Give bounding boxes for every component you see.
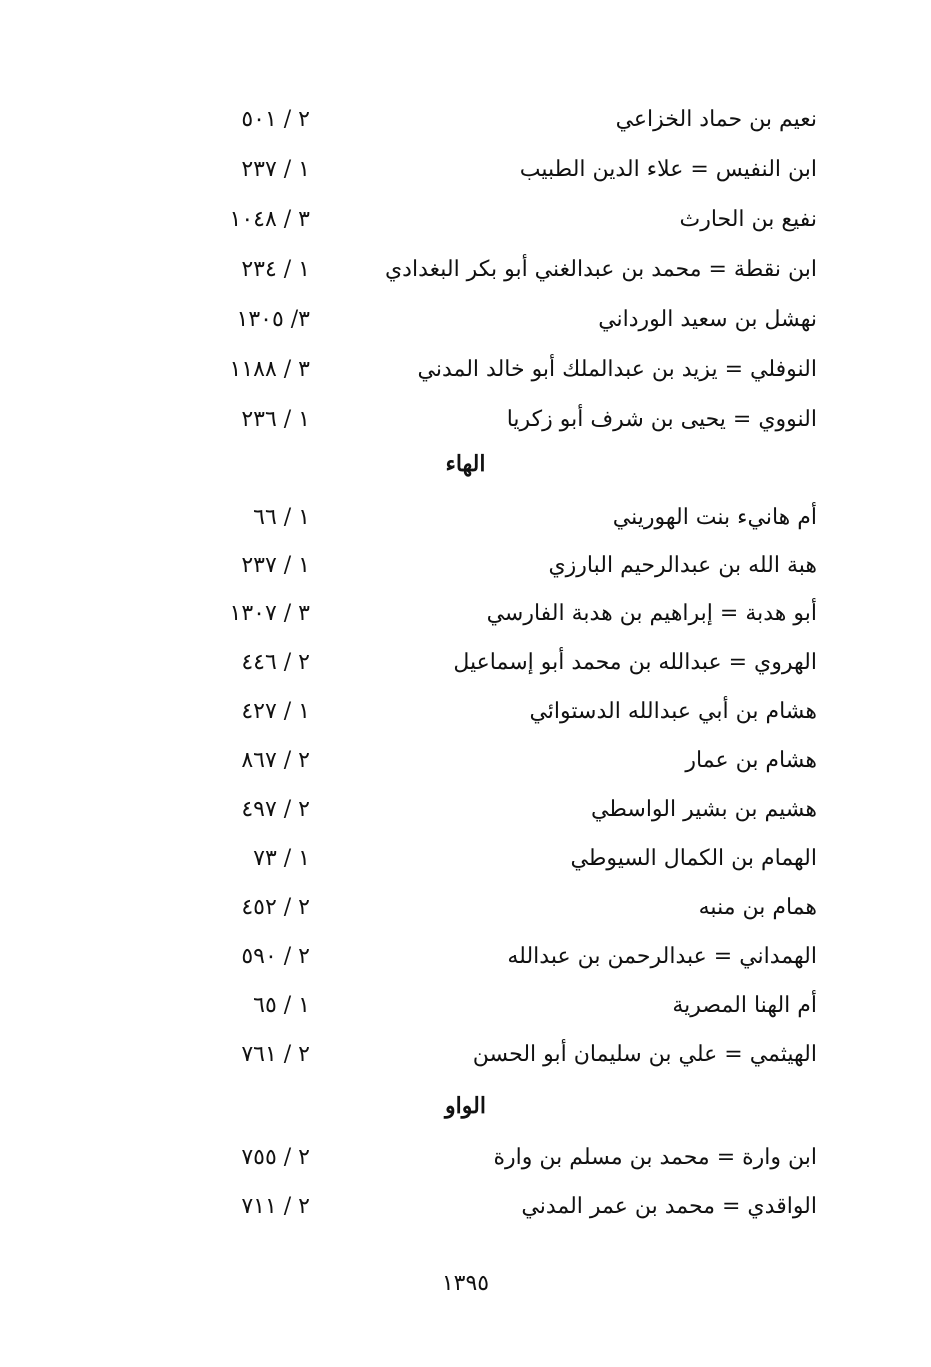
index-entry <box>0 1138 931 1178</box>
index-entry <box>0 200 931 240</box>
index-entry <box>0 300 931 340</box>
entry-reference: ١ / ٧٣ <box>253 846 310 871</box>
index-entry <box>0 643 931 683</box>
entry-name: هشام بن عمار <box>685 748 817 773</box>
entry-name: نفيع بن الحارث <box>679 207 817 232</box>
index-entry <box>0 400 931 440</box>
entry-name: نعيم بن حماد الخزاعي <box>615 107 817 132</box>
entry-name: أم الهنا المصرية <box>672 993 817 1018</box>
index-entry <box>0 546 931 586</box>
index-entry <box>0 350 931 390</box>
index-entry <box>0 741 931 781</box>
index-entry <box>0 888 931 928</box>
index-entry <box>0 1187 931 1227</box>
entry-name: ابن النفيس = علاء الدين الطبيب <box>519 157 817 182</box>
entry-name: الهيثمي = علي بن سليمان أبو الحسن <box>472 1042 817 1067</box>
entry-reference: ٢ / ٥٩٠ <box>241 944 310 969</box>
section-heading: الهاء <box>445 451 486 477</box>
index-entry <box>0 937 931 977</box>
entry-reference: ٢ / ٤٩٧ <box>241 797 310 822</box>
entry-name: أبو هدبة = إبراهيم بن هدبة الفارسي <box>486 601 817 626</box>
entry-reference: ١ / ٤٢٧ <box>241 699 310 724</box>
entry-name: النووي = يحيى بن شرف أبو زكريا <box>506 407 817 432</box>
entry-reference: ٢ / ٨٦٧ <box>241 748 310 773</box>
entry-reference: ٣ / ١١٨٨ <box>229 357 310 382</box>
entry-name: النوفلي = يزيد بن عبدالملك أبو خالد المدني <box>417 357 817 382</box>
entry-name: هشيم بن بشير الواسطي <box>591 797 817 822</box>
entry-reference: ١ / ٦٦ <box>253 505 310 530</box>
entry-name: الواقدي = محمد بن عمر المدني <box>521 1194 817 1219</box>
index-entry <box>0 790 931 830</box>
section-heading: الواو <box>445 1093 486 1119</box>
entry-name: همام بن منبه <box>698 895 817 920</box>
entry-reference: ١ / ٦٥ <box>253 993 310 1018</box>
index-entry <box>0 692 931 732</box>
entry-name: ابن وارة = محمد بن مسلم بن وارة <box>493 1145 817 1170</box>
entry-reference: ٢ / ٧٥٥ <box>241 1145 310 1170</box>
index-entry <box>0 498 931 538</box>
index-entry <box>0 250 931 290</box>
entry-reference: ٣/ ١٣٠٥ <box>236 307 310 332</box>
entry-name: هشام بن أبي عبدالله الدستوائي <box>529 699 817 724</box>
entry-reference: ٢ / ٤٤٦ <box>241 650 310 675</box>
entry-reference: ٣ / ١٣٠٧ <box>229 601 310 626</box>
entry-name: أم هانيء بنت الهوريني <box>612 505 817 530</box>
entry-name: هبة الله بن عبدالرحيم البارزي <box>548 553 817 578</box>
entry-reference: ٢ / ٧١١ <box>241 1194 310 1219</box>
entry-name: نهشل بن سعيد الورداني <box>598 307 817 332</box>
entry-name: ابن نقطة = محمد بن عبدالغني أبو بكر البغدادي <box>384 257 817 282</box>
entry-reference: ١ / ٢٣٧ <box>241 553 310 578</box>
page-number: ١٣٩٥ <box>441 1271 490 1296</box>
entry-name: الهمداني = عبدالرحمن بن عبدالله <box>507 944 817 969</box>
index-entry <box>0 839 931 879</box>
index-entry <box>0 594 931 634</box>
entry-reference: ٢ / ٤٥٢ <box>241 895 310 920</box>
entry-reference: ١ / ٢٣٦ <box>241 407 310 432</box>
entry-reference: ٢ / ٧٦١ <box>241 1042 310 1067</box>
entry-name: الهروي = عبدالله بن محمد أبو إسماعيل <box>453 650 817 675</box>
index-entry <box>0 986 931 1026</box>
index-entry <box>0 1035 931 1075</box>
entry-reference: ١ / ٢٣٧ <box>241 157 310 182</box>
entry-reference: ١ / ٢٣٤ <box>241 257 310 282</box>
index-entry <box>0 150 931 190</box>
entry-reference: ٢ / ٥٠١ <box>241 107 310 132</box>
entry-name: الهمام بن الكمال السيوطي <box>570 846 817 871</box>
entry-reference: ٣ / ١٠٤٨ <box>229 207 310 232</box>
index-entry <box>0 100 931 140</box>
